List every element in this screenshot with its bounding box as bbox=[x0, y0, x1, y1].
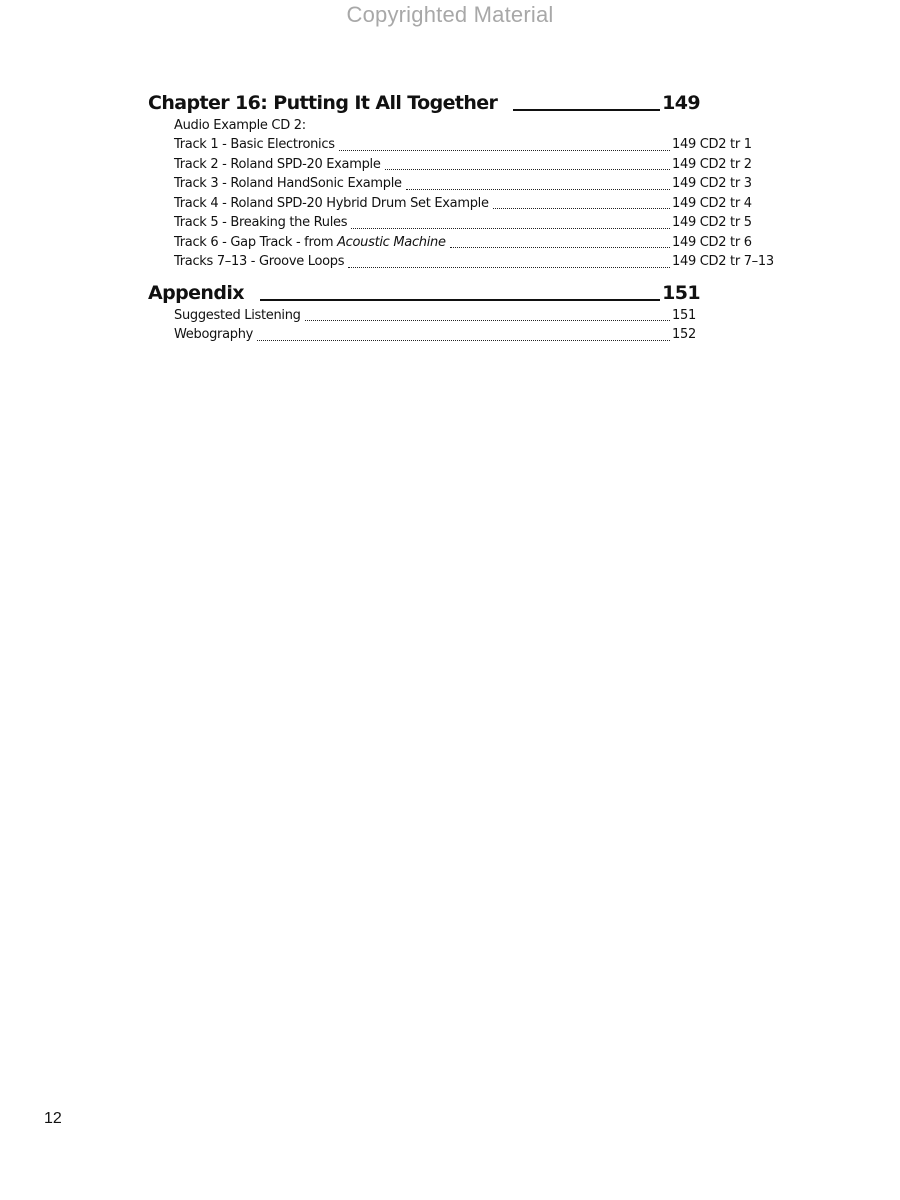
toc-entry[interactable] bbox=[148, 155, 804, 175]
toc-entry-label: Track 2 - Roland SPD-20 Example bbox=[174, 156, 381, 172]
dot-leader bbox=[450, 246, 670, 248]
dot-leader bbox=[385, 168, 670, 170]
appendix-heading[interactable] bbox=[148, 280, 700, 306]
page-number: 12 bbox=[44, 1110, 62, 1127]
chapter-title: Chapter 16: Putting It All Together bbox=[148, 92, 498, 114]
dot-leader bbox=[305, 319, 670, 321]
appendix-title: Appendix bbox=[148, 281, 244, 304]
toc-entry-label: Track 4 - Roland SPD-20 Hybrid Drum Set Example bbox=[174, 195, 489, 211]
toc-entry-ref: 149 CD2 tr 2 bbox=[672, 156, 752, 172]
heading-rule bbox=[260, 299, 660, 301]
toc-entry[interactable] bbox=[148, 252, 804, 272]
appendix-page: 151 bbox=[662, 281, 700, 304]
toc-entry-label: Webography bbox=[174, 327, 254, 342]
chapter-16-entries bbox=[148, 135, 788, 272]
toc-entry-label: Track 5 - Breaking the Rules bbox=[174, 215, 348, 230]
chapter-page: 149 bbox=[662, 92, 700, 114]
dot-leader bbox=[406, 188, 670, 190]
toc-entry-ref: 149 CD2 tr 6 bbox=[672, 234, 752, 250]
table-of-contents bbox=[148, 90, 788, 345]
heading-rule bbox=[513, 109, 660, 111]
chapter-16-heading[interactable] bbox=[148, 90, 700, 116]
copyright-watermark: Copyrighted Material bbox=[346, 2, 554, 27]
toc-entry-ref: 151 bbox=[672, 307, 696, 323]
toc-entry[interactable] bbox=[148, 306, 804, 326]
toc-entry-ref: 152 bbox=[672, 327, 696, 342]
toc-entry-label: Track 6 - Gap Track - from Acoustic Machine bbox=[174, 234, 446, 250]
dot-leader bbox=[339, 149, 670, 151]
toc-entry-ref: 149 CD2 tr 3 bbox=[672, 176, 752, 191]
dot-leader bbox=[348, 266, 670, 268]
toc-entry[interactable] bbox=[148, 325, 804, 345]
toc-entry-label: Track 3 - Roland HandSonic Example bbox=[174, 176, 402, 191]
dot-leader bbox=[257, 339, 670, 341]
toc-entry[interactable] bbox=[148, 135, 804, 155]
toc-entry[interactable] bbox=[148, 194, 804, 214]
dot-leader bbox=[351, 227, 670, 229]
toc-entry[interactable] bbox=[148, 174, 804, 194]
toc-entry-ref: 149 CD2 tr 5 bbox=[672, 215, 752, 230]
toc-entry-ref: 149 CD2 tr 4 bbox=[672, 195, 752, 211]
toc-entry[interactable] bbox=[148, 233, 804, 253]
toc-entry-label: Tracks 7–13 - Groove Loops bbox=[174, 254, 345, 269]
toc-entry[interactable] bbox=[148, 213, 804, 233]
dot-leader bbox=[493, 207, 670, 209]
appendix-entries bbox=[148, 306, 788, 345]
album-title-italic: Acoustic Machine bbox=[337, 234, 446, 250]
chapter-subhead: Audio Example CD 2: bbox=[174, 118, 306, 133]
toc-entry-label: Track 1 - Basic Electronics bbox=[174, 137, 335, 152]
toc-entry-label: Suggested Listening bbox=[174, 307, 301, 323]
toc-entry-ref: 149 CD2 tr 7–13 bbox=[672, 254, 774, 269]
section-gap bbox=[148, 272, 788, 280]
toc-entry-ref: 149 CD2 tr 1 bbox=[672, 137, 752, 152]
